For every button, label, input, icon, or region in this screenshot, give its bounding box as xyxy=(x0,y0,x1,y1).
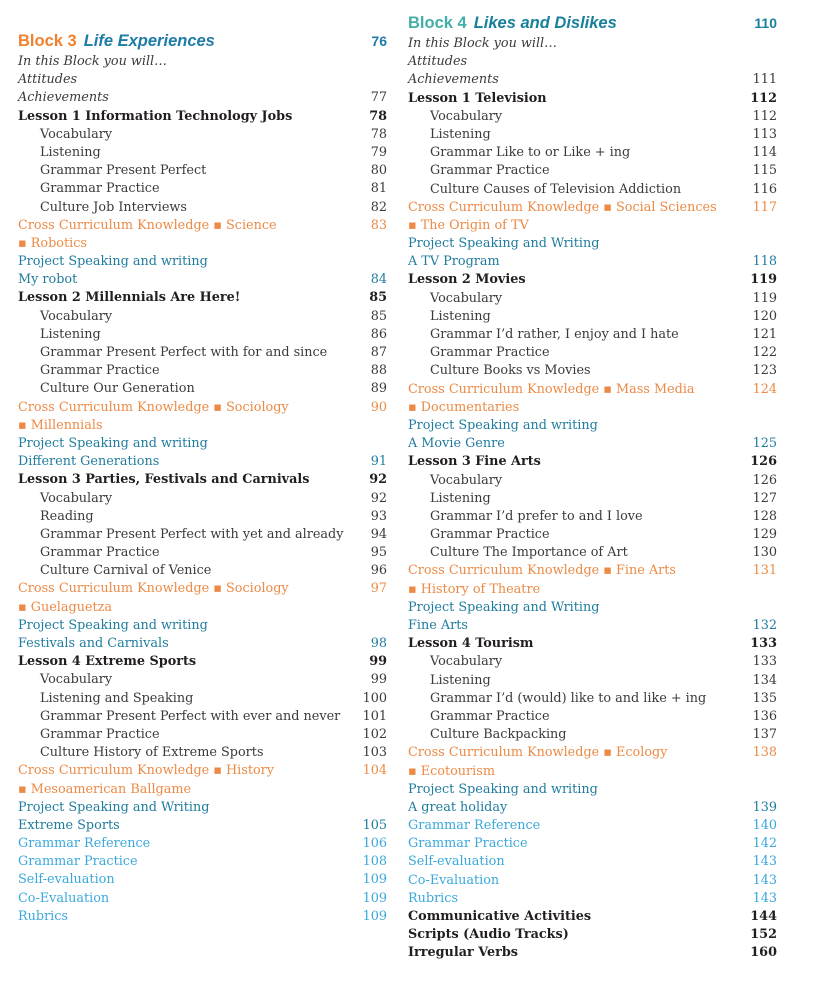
toc-entry-title: Cross Curriculum Knowledge ▪ Sociology xyxy=(18,581,289,597)
toc-column-block4 xyxy=(408,13,777,963)
toc-entry xyxy=(408,508,777,526)
toc-entry-page: 100 xyxy=(362,690,387,706)
toc-entry-title: Achievements xyxy=(18,90,109,106)
toc-entry xyxy=(18,762,387,780)
toc-entry-title: Self-evaluation xyxy=(18,872,115,888)
toc-entry-title: ▪ Ecotourism xyxy=(408,763,495,779)
toc-entry xyxy=(408,890,777,908)
toc-entry-title: ▪ Guelaguetza xyxy=(18,599,113,615)
toc-entry xyxy=(18,162,387,180)
toc-entry-title: Grammar Present Perfect with ever and never xyxy=(40,708,341,724)
toc-entry-title: Attitudes xyxy=(408,54,468,70)
toc-entry-title: Co-Evaluation xyxy=(408,872,500,888)
toc-entry-title: Lesson 1 Information Technology Jobs xyxy=(18,108,293,124)
toc-entry-page: 143 xyxy=(752,890,777,906)
toc-entry xyxy=(408,544,777,562)
toc-entry-title: Listening xyxy=(430,490,491,506)
toc-entry-title: Grammar Present Perfect with yet and already xyxy=(40,526,344,542)
toc-entry xyxy=(18,744,387,762)
toc-entry-page: 136 xyxy=(752,708,777,724)
toc-entry xyxy=(18,271,387,289)
toc-entry-title: Listening xyxy=(430,672,491,688)
toc-entry xyxy=(408,853,777,871)
toc-entry xyxy=(18,471,387,489)
toc-entry-title: Grammar I’d rather, I enjoy and I hate xyxy=(430,327,679,342)
toc-entry-title: A Movie Genre xyxy=(408,436,505,452)
toc-entry-page: 133 xyxy=(752,654,777,670)
toc-entry-page: 113 xyxy=(752,126,777,142)
toc-entry xyxy=(18,708,387,726)
toc-entry-title: Grammar Practice xyxy=(430,345,550,361)
toc-entry xyxy=(18,289,387,307)
toc-entry-page: 94 xyxy=(370,526,387,542)
toc-entry-title: ▪ History of Theatre xyxy=(408,581,541,597)
toc-entry-page: 131 xyxy=(752,563,777,579)
toc-entry-page: 152 xyxy=(750,927,777,943)
toc-entry-page: 140 xyxy=(752,818,777,834)
toc-entry-page: 114 xyxy=(752,145,777,161)
toc-entry-title: In this Block you will… xyxy=(18,54,167,69)
toc-entry-page: 118 xyxy=(752,254,777,270)
toc-entry-title: Grammar Practice xyxy=(40,545,160,561)
toc-entry-page: 99 xyxy=(370,672,387,688)
toc-entry xyxy=(408,435,777,453)
toc-entry xyxy=(18,308,387,326)
toc-entry-title: Fine Arts xyxy=(408,618,468,633)
toc-entry-title: Listening xyxy=(430,308,491,324)
block-page-number: 76 xyxy=(371,33,387,49)
toc-entry xyxy=(408,381,777,399)
toc-entry-page: 102 xyxy=(362,726,387,742)
toc-entry xyxy=(18,580,387,598)
toc-entry-page: 109 xyxy=(362,890,387,906)
toc-entry-title: Cross Curriculum Knowledge ▪ Social Sciences xyxy=(408,199,717,215)
toc-entry xyxy=(408,126,777,144)
toc-entry-title: Lesson 2 Movies xyxy=(408,272,526,288)
toc-entry xyxy=(18,180,387,198)
toc-entry xyxy=(408,599,777,617)
toc-entry-title: Grammar Practice xyxy=(40,181,160,197)
toc-entry-page: 111 xyxy=(752,72,777,88)
toc-entry-page: 86 xyxy=(370,326,387,342)
toc-entry-page: 119 xyxy=(750,272,777,288)
toc-entry-title: Cross Curriculum Knowledge ▪ Sociology xyxy=(18,399,289,415)
toc-entry-page: 117 xyxy=(752,199,777,215)
toc-entry-title: Culture History of Extreme Sports xyxy=(40,745,264,761)
toc-entry-title: Cross Curriculum Knowledge ▪ Science xyxy=(18,217,277,233)
toc-entry-page: 160 xyxy=(750,945,777,961)
toc-entry-page: 137 xyxy=(752,727,777,743)
toc-entry xyxy=(18,71,387,89)
toc-entry xyxy=(18,362,387,380)
block-page-number: 110 xyxy=(754,15,777,31)
toc-entry-page: 82 xyxy=(370,199,387,215)
toc-entry xyxy=(408,708,777,726)
toc-entry-title: Project Speaking and writing xyxy=(18,254,208,270)
toc-entry-title: Grammar Reference xyxy=(18,836,151,852)
toc-entry xyxy=(18,144,387,162)
toc-entry xyxy=(18,326,387,344)
toc-entry-title: Vocabulary xyxy=(430,290,503,306)
toc-entry xyxy=(18,526,387,544)
toc-entry xyxy=(408,235,777,253)
toc-entry xyxy=(408,344,777,362)
block-title: Life Experiences xyxy=(83,32,215,50)
toc-entry-title: Cross Curriculum Knowledge ▪ History xyxy=(18,763,275,779)
block-heading xyxy=(18,31,387,52)
toc-entry-page: 112 xyxy=(752,108,777,124)
toc-entry-page: 108 xyxy=(362,854,387,870)
toc-entry xyxy=(408,908,777,926)
toc-entry xyxy=(408,290,777,308)
toc-entry-title: Listening xyxy=(430,126,491,142)
toc-entry-page: 99 xyxy=(369,654,387,670)
toc-entry-title: Project Speaking and writing xyxy=(18,435,208,451)
toc-entry xyxy=(18,871,387,889)
toc-column-block3 xyxy=(18,31,387,926)
toc-entry-title: Project Speaking and writing xyxy=(408,417,598,433)
toc-entry xyxy=(18,544,387,562)
toc-entry xyxy=(408,926,777,944)
toc-entry-title: Vocabulary xyxy=(40,308,113,324)
toc-entry-title: Listening xyxy=(40,144,101,160)
toc-entry-page: 109 xyxy=(362,872,387,888)
toc-entry xyxy=(408,562,777,580)
toc-entry-page: 90 xyxy=(370,399,387,415)
toc-entry-title: Grammar Practice xyxy=(408,836,528,852)
toc-entry-title: Grammar I’d (would) like to and like + ing xyxy=(430,690,707,706)
toc-entry-title: Extreme Sports xyxy=(18,817,120,833)
toc-entry xyxy=(18,817,387,835)
toc-entry-page: 112 xyxy=(750,90,777,106)
toc-entry xyxy=(408,399,777,417)
toc-entry xyxy=(18,599,387,617)
toc-entry xyxy=(408,71,777,89)
toc-entry-title: Culture Books vs Movies xyxy=(430,363,591,379)
toc-entry-title: Scripts (Audio Tracks) xyxy=(408,927,569,943)
toc-entry xyxy=(408,326,777,344)
toc-entry-page: 121 xyxy=(752,327,777,342)
toc-entry-page: 130 xyxy=(752,545,777,561)
toc-entry xyxy=(18,399,387,417)
toc-entry xyxy=(18,908,387,926)
toc-entry-page: 128 xyxy=(752,508,777,524)
toc-entry xyxy=(408,35,777,53)
toc-entry xyxy=(408,90,777,108)
toc-entry-title: Lesson 3 Parties, Festivals and Carnivals xyxy=(18,472,310,488)
toc-entry xyxy=(408,490,777,508)
toc-entry-title: Vocabulary xyxy=(430,654,503,670)
toc-entry-title: Project Speaking and writing xyxy=(408,781,598,797)
toc-entry xyxy=(18,617,387,635)
toc-entry xyxy=(408,653,777,671)
toc-entry xyxy=(18,380,387,398)
toc-entry-page: 126 xyxy=(750,454,777,470)
toc-entry-title: Self-evaluation xyxy=(408,854,505,870)
toc-entry-page: 96 xyxy=(370,563,387,579)
toc-entry xyxy=(18,635,387,653)
toc-entry xyxy=(408,944,777,962)
toc-entry xyxy=(408,108,777,126)
toc-entry xyxy=(408,781,777,799)
block-label: Block 3 xyxy=(18,32,77,50)
toc-entry-page: 127 xyxy=(752,490,777,506)
toc-entry-page: 143 xyxy=(752,872,777,888)
toc-entry-page: 106 xyxy=(362,836,387,852)
toc-entry-title: Culture Carnival of Venice xyxy=(40,563,212,579)
toc-entry xyxy=(408,726,777,744)
toc-entry-page: 138 xyxy=(752,745,777,761)
toc-entry xyxy=(18,453,387,471)
toc-entry-page: 135 xyxy=(752,690,777,706)
toc-entry xyxy=(18,417,387,435)
toc-entry xyxy=(408,817,777,835)
toc-entry xyxy=(408,199,777,217)
toc-entry xyxy=(408,453,777,471)
toc-entry-title: Different Generations xyxy=(18,454,160,470)
toc-entry-title: Grammar Practice xyxy=(40,363,160,379)
toc-entry-title: Vocabulary xyxy=(40,490,113,506)
toc-entry-title: Culture Causes of Television Addiction xyxy=(430,181,682,197)
toc-entry-title: Cross Curriculum Knowledge ▪ Mass Media xyxy=(408,381,695,397)
toc-entry-title: Grammar Practice xyxy=(430,163,550,179)
toc-entry xyxy=(408,217,777,235)
toc-entry-title: Co-Evaluation xyxy=(18,890,110,906)
toc-entry-page: 139 xyxy=(752,799,777,815)
toc-entry xyxy=(18,126,387,144)
toc-entry xyxy=(18,671,387,689)
toc-entry xyxy=(408,162,777,180)
toc-entry-page: 87 xyxy=(370,345,387,360)
toc-entry-page: 134 xyxy=(752,672,777,688)
toc-entry-title: Project Speaking and Writing xyxy=(408,236,600,252)
toc-entry-page: 103 xyxy=(362,745,387,761)
toc-entry xyxy=(408,526,777,544)
toc-entry xyxy=(18,199,387,217)
toc-entry xyxy=(408,799,777,817)
toc-entry-title: Project Speaking and Writing xyxy=(18,799,210,815)
toc-entry xyxy=(18,435,387,453)
toc-entry-page: 109 xyxy=(362,908,387,924)
toc-entry-title: Lesson 2 Millennials Are Here! xyxy=(18,290,241,306)
toc-entry-title: Project Speaking and writing xyxy=(18,617,208,633)
toc-entry xyxy=(408,763,777,781)
toc-entry-title: Culture Backpacking xyxy=(430,727,567,743)
toc-entry-title: ▪ The Origin of TV xyxy=(408,217,529,233)
toc-entry xyxy=(408,472,777,490)
toc-entry xyxy=(408,690,777,708)
toc-entry-page: 97 xyxy=(370,581,387,597)
toc-entry-title: ▪ Documentaries xyxy=(408,399,520,415)
toc-entry-title: Attitudes xyxy=(18,72,78,88)
toc-entry-page: 81 xyxy=(370,181,387,197)
toc-entry xyxy=(408,253,777,271)
toc-entry xyxy=(18,508,387,526)
toc-entry xyxy=(408,581,777,599)
toc-entry-page: 95 xyxy=(370,545,387,561)
toc-entry xyxy=(408,617,777,635)
toc-entry xyxy=(18,653,387,671)
toc-entry xyxy=(408,362,777,380)
toc-entry xyxy=(18,853,387,871)
toc-entry-title: Cross Curriculum Knowledge ▪ Fine Arts xyxy=(408,563,676,579)
toc-entry xyxy=(408,144,777,162)
toc-entry-title: Irregular Verbs xyxy=(408,945,519,961)
toc-entry-page: 129 xyxy=(752,527,777,543)
toc-entry-page: 120 xyxy=(752,308,777,324)
toc-entry-title: Vocabulary xyxy=(430,108,503,124)
toc-entry-title: Vocabulary xyxy=(40,126,113,142)
toc-entry-page: 85 xyxy=(370,308,387,324)
toc-entry-page: 142 xyxy=(752,836,777,852)
toc-entry-title: Vocabulary xyxy=(40,672,113,688)
toc-entry xyxy=(18,89,387,107)
toc-entry-title: Listening xyxy=(40,326,101,342)
toc-entry xyxy=(408,835,777,853)
toc-entry xyxy=(408,181,777,199)
toc-entry xyxy=(408,271,777,289)
toc-entry-title: My robot xyxy=(18,272,78,288)
toc-entry-page: 83 xyxy=(370,217,387,233)
toc-entry-page: 125 xyxy=(752,436,777,452)
toc-entry-page: 89 xyxy=(370,381,387,397)
toc-entry xyxy=(18,217,387,235)
toc-entry xyxy=(18,53,387,71)
toc-entry-title: ▪ Mesoamerican Ballgame xyxy=(18,781,192,797)
toc-entry xyxy=(408,635,777,653)
toc-entry-title: Culture Our Generation xyxy=(40,381,195,397)
toc-entry-title: Culture The Importance of Art xyxy=(430,545,628,561)
toc-entry xyxy=(408,417,777,435)
toc-entry-page: 124 xyxy=(752,381,777,397)
toc-entry xyxy=(18,344,387,362)
toc-entry-title: Grammar Practice xyxy=(430,708,550,724)
toc-entry-page: 91 xyxy=(370,454,387,470)
toc-entry-page: 98 xyxy=(370,636,387,651)
toc-entry-title: Cross Curriculum Knowledge ▪ Ecology xyxy=(408,745,668,761)
toc-entry-title: Grammar Like to or Like + ing xyxy=(430,145,631,161)
toc-entry-page: 88 xyxy=(370,363,387,379)
toc-entry-title: Listening and Speaking xyxy=(40,690,194,706)
toc-entry-page: 80 xyxy=(370,163,387,179)
toc-entry xyxy=(18,108,387,126)
toc-entry-title: Achievements xyxy=(408,72,499,88)
toc-entry-title: ▪ Millennials xyxy=(18,417,103,433)
toc-entry-title: In this Block you will… xyxy=(408,36,557,51)
toc-entry-title: Communicative Activities xyxy=(408,909,592,924)
toc-entry-page: 101 xyxy=(362,708,387,724)
block-label: Block 4 xyxy=(408,14,467,32)
toc-entry xyxy=(18,890,387,908)
toc-entry-page: 116 xyxy=(752,181,777,197)
toc-entry-title: Grammar Practice xyxy=(430,527,550,543)
toc-entry-title: Reading xyxy=(40,508,94,524)
toc-entry-page: 104 xyxy=(362,763,387,779)
toc-entry xyxy=(18,562,387,580)
toc-entry xyxy=(408,53,777,71)
toc-entry-page: 77 xyxy=(370,90,387,106)
toc-entry-page: 85 xyxy=(369,290,387,306)
toc-entry xyxy=(408,744,777,762)
toc-entry-title: Vocabulary xyxy=(430,472,503,488)
block-title: Likes and Dislikes xyxy=(473,14,617,32)
toc-entry-title: Grammar Reference xyxy=(408,818,541,834)
toc-entry xyxy=(408,872,777,890)
toc-entry-title: Festivals and Carnivals xyxy=(18,636,169,651)
toc-entry-page: 143 xyxy=(752,854,777,870)
toc-entry-title: A great holiday xyxy=(408,799,508,815)
toc-entry-page: 105 xyxy=(362,817,387,833)
toc-entry-page: 92 xyxy=(369,472,387,488)
toc-entry-page: 93 xyxy=(370,508,387,524)
toc-entry-title: Lesson 4 Tourism xyxy=(408,636,534,652)
toc-entry-title: Project Speaking and Writing xyxy=(408,599,600,615)
toc-entry xyxy=(18,726,387,744)
toc-entry-page: 84 xyxy=(370,272,387,288)
toc-entry-title: Grammar Practice xyxy=(18,854,138,870)
toc-entry xyxy=(18,835,387,853)
toc-entry-title: Grammar Present Perfect xyxy=(40,163,207,179)
toc-entry-page: 133 xyxy=(750,636,777,652)
toc-entry xyxy=(408,308,777,326)
toc-entry-page: 115 xyxy=(752,163,777,179)
toc-entry-title: A TV Program xyxy=(408,254,500,270)
toc-entry xyxy=(18,235,387,253)
toc-entry-title: Lesson 3 Fine Arts xyxy=(408,454,541,470)
toc-entry-title: Rubrics xyxy=(408,890,459,906)
toc-entry-page: 92 xyxy=(370,490,387,506)
toc-entry xyxy=(18,781,387,799)
toc-entry-page: 79 xyxy=(370,144,387,160)
block-heading xyxy=(408,13,777,34)
toc-entry xyxy=(18,490,387,508)
toc-entry-title: Grammar I’d prefer to and I love xyxy=(430,508,643,524)
toc-entry-title: Culture Job Interviews xyxy=(40,199,187,215)
toc-entry xyxy=(18,253,387,271)
toc-entry-title: Grammar Present Perfect with for and since xyxy=(40,345,328,360)
toc-entry xyxy=(18,799,387,817)
toc-entry-page: 122 xyxy=(752,345,777,361)
toc-entry-page: 126 xyxy=(752,472,777,488)
toc-entry-title: Lesson 4 Extreme Sports xyxy=(18,654,197,670)
toc-entry-title: Grammar Practice xyxy=(40,726,160,742)
toc-entry-title: Rubrics xyxy=(18,908,69,924)
toc-entry xyxy=(408,672,777,690)
toc-entry-page: 78 xyxy=(369,108,387,124)
toc-entry-title: Lesson 1 Television xyxy=(408,90,547,106)
toc-entry-page: 119 xyxy=(752,290,777,306)
toc-entry-title: ▪ Robotics xyxy=(18,235,87,251)
toc-entry-page: 144 xyxy=(750,909,777,924)
toc-entry xyxy=(18,690,387,708)
toc-entry-page: 78 xyxy=(370,126,387,142)
toc-entry-page: 132 xyxy=(752,618,777,633)
toc-entry-page: 123 xyxy=(752,363,777,379)
